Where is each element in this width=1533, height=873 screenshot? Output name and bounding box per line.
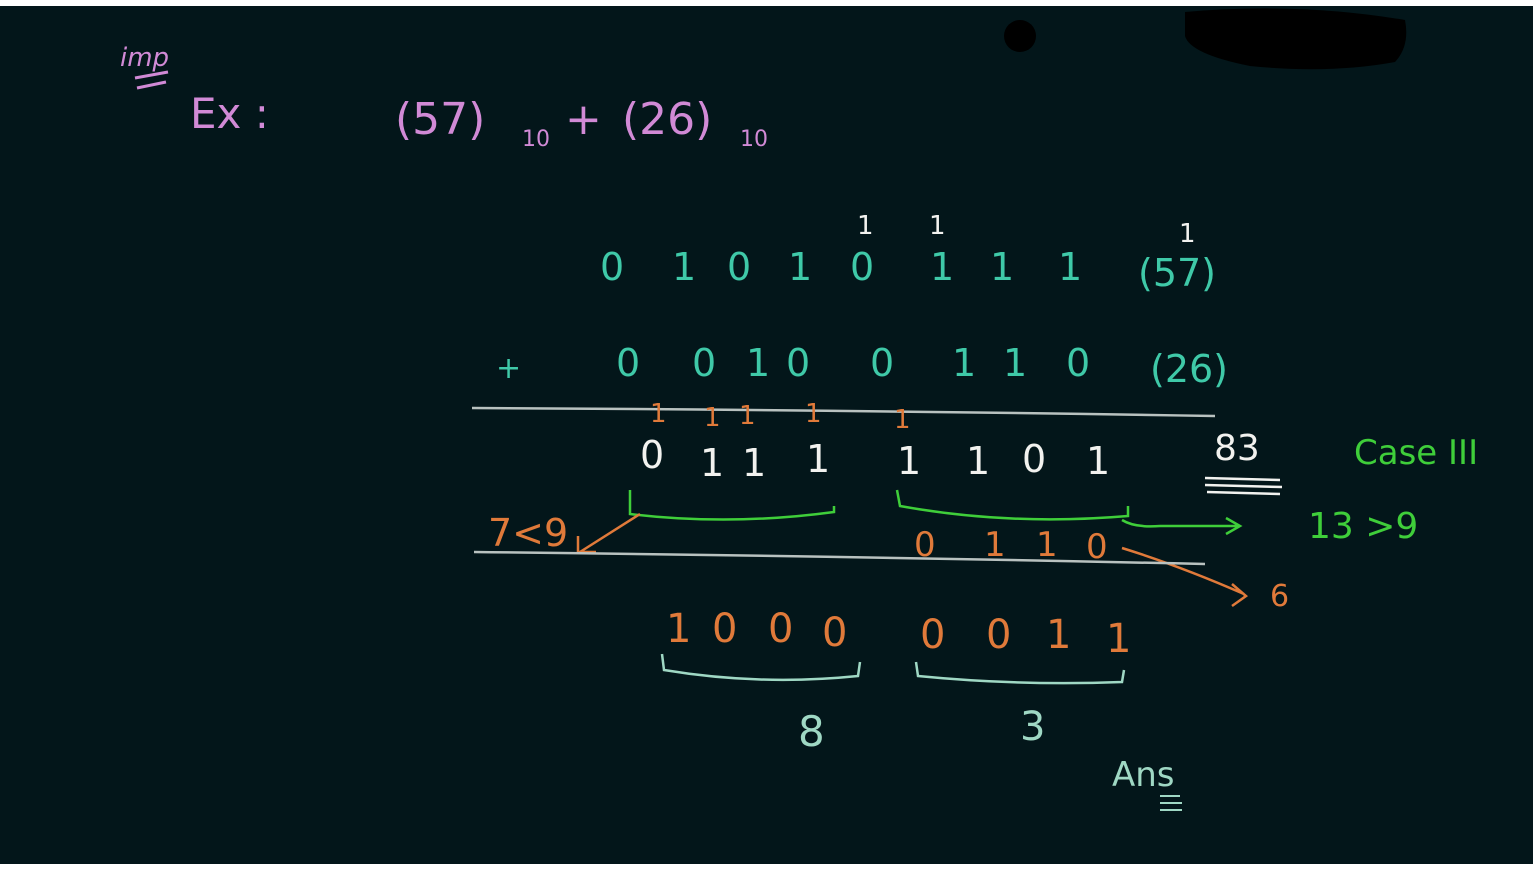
- row1-bit: 1: [788, 245, 813, 289]
- result-low-brace: [916, 662, 1124, 683]
- row2-sign: +: [496, 351, 522, 386]
- sum-bit: 1: [700, 441, 725, 485]
- correction-bit: 1: [984, 525, 1006, 565]
- sum-bit: 1: [1086, 439, 1111, 483]
- row2-bit: 1: [1003, 341, 1028, 385]
- operand-b-base: 10: [740, 127, 768, 152]
- result-bit: 1: [1046, 612, 1072, 658]
- row2-bit: 0: [616, 341, 641, 385]
- row1-bit: 1: [1058, 245, 1083, 289]
- carry-top-1: 1: [857, 211, 874, 241]
- sum-bit: 1: [806, 437, 831, 481]
- correction-bit: 0: [914, 525, 936, 565]
- row1-bit: 1: [930, 245, 955, 289]
- carry-mid: 1: [704, 403, 721, 433]
- upper-check-note: 13 >9: [1308, 506, 1419, 547]
- correction-value: 6: [1270, 579, 1290, 614]
- sum-decimal: 83: [1214, 428, 1260, 469]
- imp-underline: [135, 72, 168, 88]
- operand-a-base: 10: [522, 127, 550, 152]
- row2-bit: 0: [786, 341, 811, 385]
- row2-bit: 1: [952, 341, 977, 385]
- result-bit: 0: [986, 612, 1012, 658]
- row1-label: (57): [1138, 251, 1217, 295]
- carry-mid: 1: [805, 399, 822, 429]
- correction-arrow: [1122, 548, 1246, 606]
- carry-top-3: 1: [1179, 219, 1196, 249]
- lower-check-note: 7<9: [488, 511, 569, 555]
- operand-a: (57): [395, 94, 486, 145]
- row2-bit: 1: [746, 341, 771, 385]
- result-bit: 0: [712, 606, 738, 652]
- sum-rule-line: [472, 408, 1215, 416]
- carry-mid: 1: [739, 401, 756, 431]
- result-bit: 1: [666, 606, 692, 652]
- result-digit-high: 8: [798, 707, 825, 756]
- row2-bit: 0: [1066, 341, 1091, 385]
- sum-bit: 0: [1022, 437, 1047, 481]
- row1-bit: 1: [990, 245, 1015, 289]
- check-arrow: [1122, 518, 1240, 534]
- whiteboard-canvas: [0, 6, 1533, 864]
- case-label: Case III: [1354, 433, 1479, 473]
- imp-note: imp: [120, 43, 170, 73]
- upper-nibble-brace: [897, 490, 1128, 519]
- sum-decimal-underline: [1205, 478, 1282, 494]
- operand-b: (26): [622, 94, 713, 145]
- correction-bit: 1: [1036, 525, 1058, 565]
- plus-sign: +: [565, 94, 602, 145]
- ex-label: Ex :: [190, 89, 269, 138]
- result-bit: 0: [822, 610, 848, 656]
- sum-bit: 1: [966, 439, 991, 483]
- row1-bit: 0: [600, 245, 625, 289]
- row1-bit: 0: [850, 245, 875, 289]
- redaction-dot: [1004, 20, 1036, 52]
- answer-label: Ans: [1112, 755, 1175, 795]
- lower-nibble-brace: [630, 490, 834, 520]
- correction-bit: 0: [1086, 527, 1108, 567]
- row2-bit: 0: [692, 341, 717, 385]
- result-digit-low: 3: [1020, 704, 1046, 750]
- row2-bit: 0: [870, 341, 895, 385]
- result-high-brace: [662, 654, 860, 680]
- sum-bit: 0: [640, 433, 665, 477]
- row1-bit: 0: [727, 245, 752, 289]
- result-bit: 0: [768, 606, 794, 652]
- row1-bit: 1: [672, 245, 697, 289]
- result-bit: 0: [920, 612, 946, 658]
- lower-check-arrow: [578, 514, 640, 552]
- carry-mid: 1: [650, 399, 667, 429]
- carry-mid: 1: [894, 405, 911, 435]
- redaction-blob: [1185, 8, 1406, 69]
- answer-underline: [1160, 796, 1182, 810]
- result-bit: 1: [1106, 616, 1132, 662]
- sum-bit: 1: [897, 439, 922, 483]
- row2-label: (26): [1150, 347, 1229, 391]
- handwritten-notes: [0, 6, 1533, 864]
- sum-bit: 1: [742, 441, 767, 485]
- carry-top-2: 1: [929, 211, 946, 241]
